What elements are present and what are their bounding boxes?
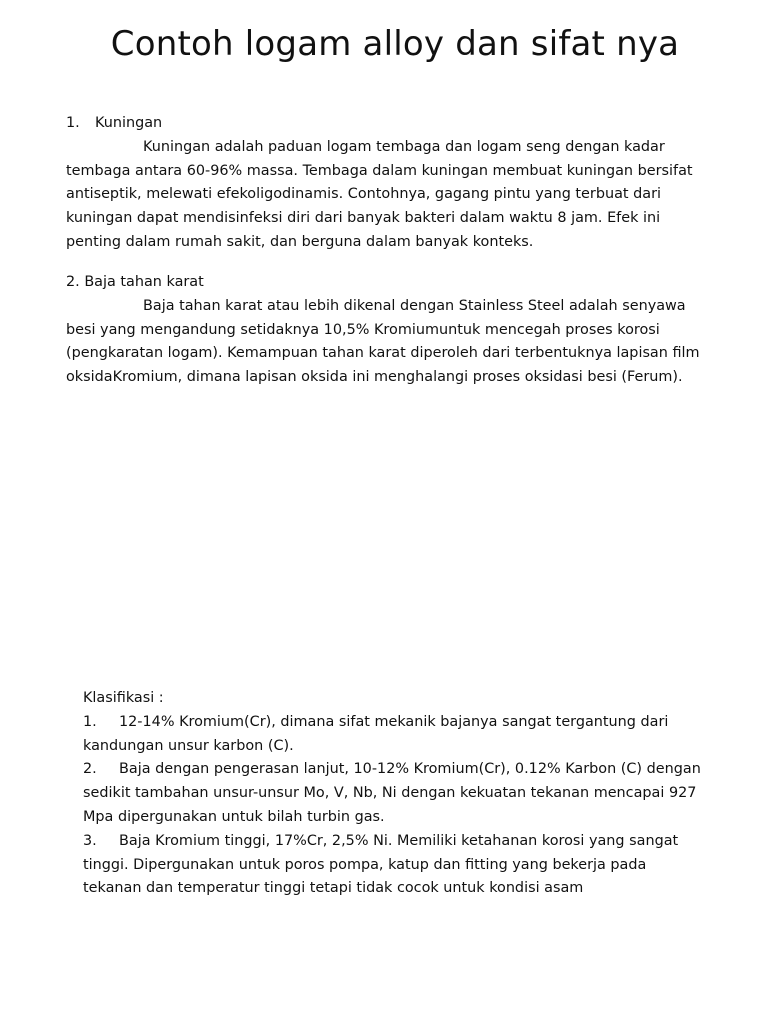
page-title: Contoh logam alloy dan sifat nya <box>110 24 680 64</box>
section-heading <box>66 271 716 295</box>
klasifikasi-title: Klasifikasi : <box>83 690 164 706</box>
list-item-number: 1. <box>83 713 97 730</box>
list-item <box>83 711 703 759</box>
section-body: Baja tahan karat atau lebih dikenal dengan Stainless Steel adalah senyawa besi yang mengandung setidaknya 10,5% Kromiumuntuk mencegah proses korosi (pengkaratan logam). Kemampuan tahan karat diperoleh dari terbentuknya lapisan film oksidaKromium, dimana lapisan oksida ini menghalangi proses oksidasi besi (Ferum). <box>66 297 700 386</box>
section-heading <box>66 112 716 136</box>
list-item-text: 12-14% Kromium(Cr), dimana sifat mekanik bajanya sangat tergantung dari kandungan unsur karbon (C). <box>83 713 669 754</box>
section-heading-text: Kuningan <box>95 115 163 131</box>
list-item-text: Baja Kromium tinggi, 17%Cr, 2,5% Ni. Memiliki ketahanan korosi yang sangat tinggi. Dipergunakan untuk poros pompa, katup dan fitting yang bekerja pada tekanan dan temperatur tinggi tetapi tidak cocok untuk kondisi asam <box>83 832 679 897</box>
section-kuningan <box>66 112 716 255</box>
list-item <box>83 758 703 829</box>
list-item <box>83 830 703 901</box>
section-body: Kuningan adalah paduan logam tembaga dan logam seng dengan kadar tembaga antara 60-96% massa. Tembaga dalam kuningan membuat kuningan bersifat antiseptik, melewati efekoligodinamis. Contohnya, gagang pintu yang terbuat dari kuningan dapat mendisinfeksi diri dari banyak bakteri dalam waktu 8 jam. Efek ini penting dalam rumah sakit, dan berguna dalam banyak konteks. <box>66 138 693 250</box>
list-item-text: Baja dengan pengerasan lanjut, 10-12% Kromium(Cr), 0.12% Karbon (C) dengan sedikit tambahan unsur-unsur Mo, V, Nb, Ni dengan kekuatan tekanan mencapai 927 Mpa dipergunakan untuk bilah turbin gas. <box>83 761 701 825</box>
list-item-number: 3. <box>83 832 97 849</box>
section-baja-tahan-karat <box>66 271 716 390</box>
section-heading-text: Baja tahan karat <box>84 274 204 290</box>
klasifikasi-list <box>83 711 703 901</box>
section-number: 1. <box>66 115 80 131</box>
klasifikasi-block <box>83 687 703 901</box>
list-item-number: 2. <box>83 761 97 778</box>
section-number: 2. <box>66 274 80 290</box>
